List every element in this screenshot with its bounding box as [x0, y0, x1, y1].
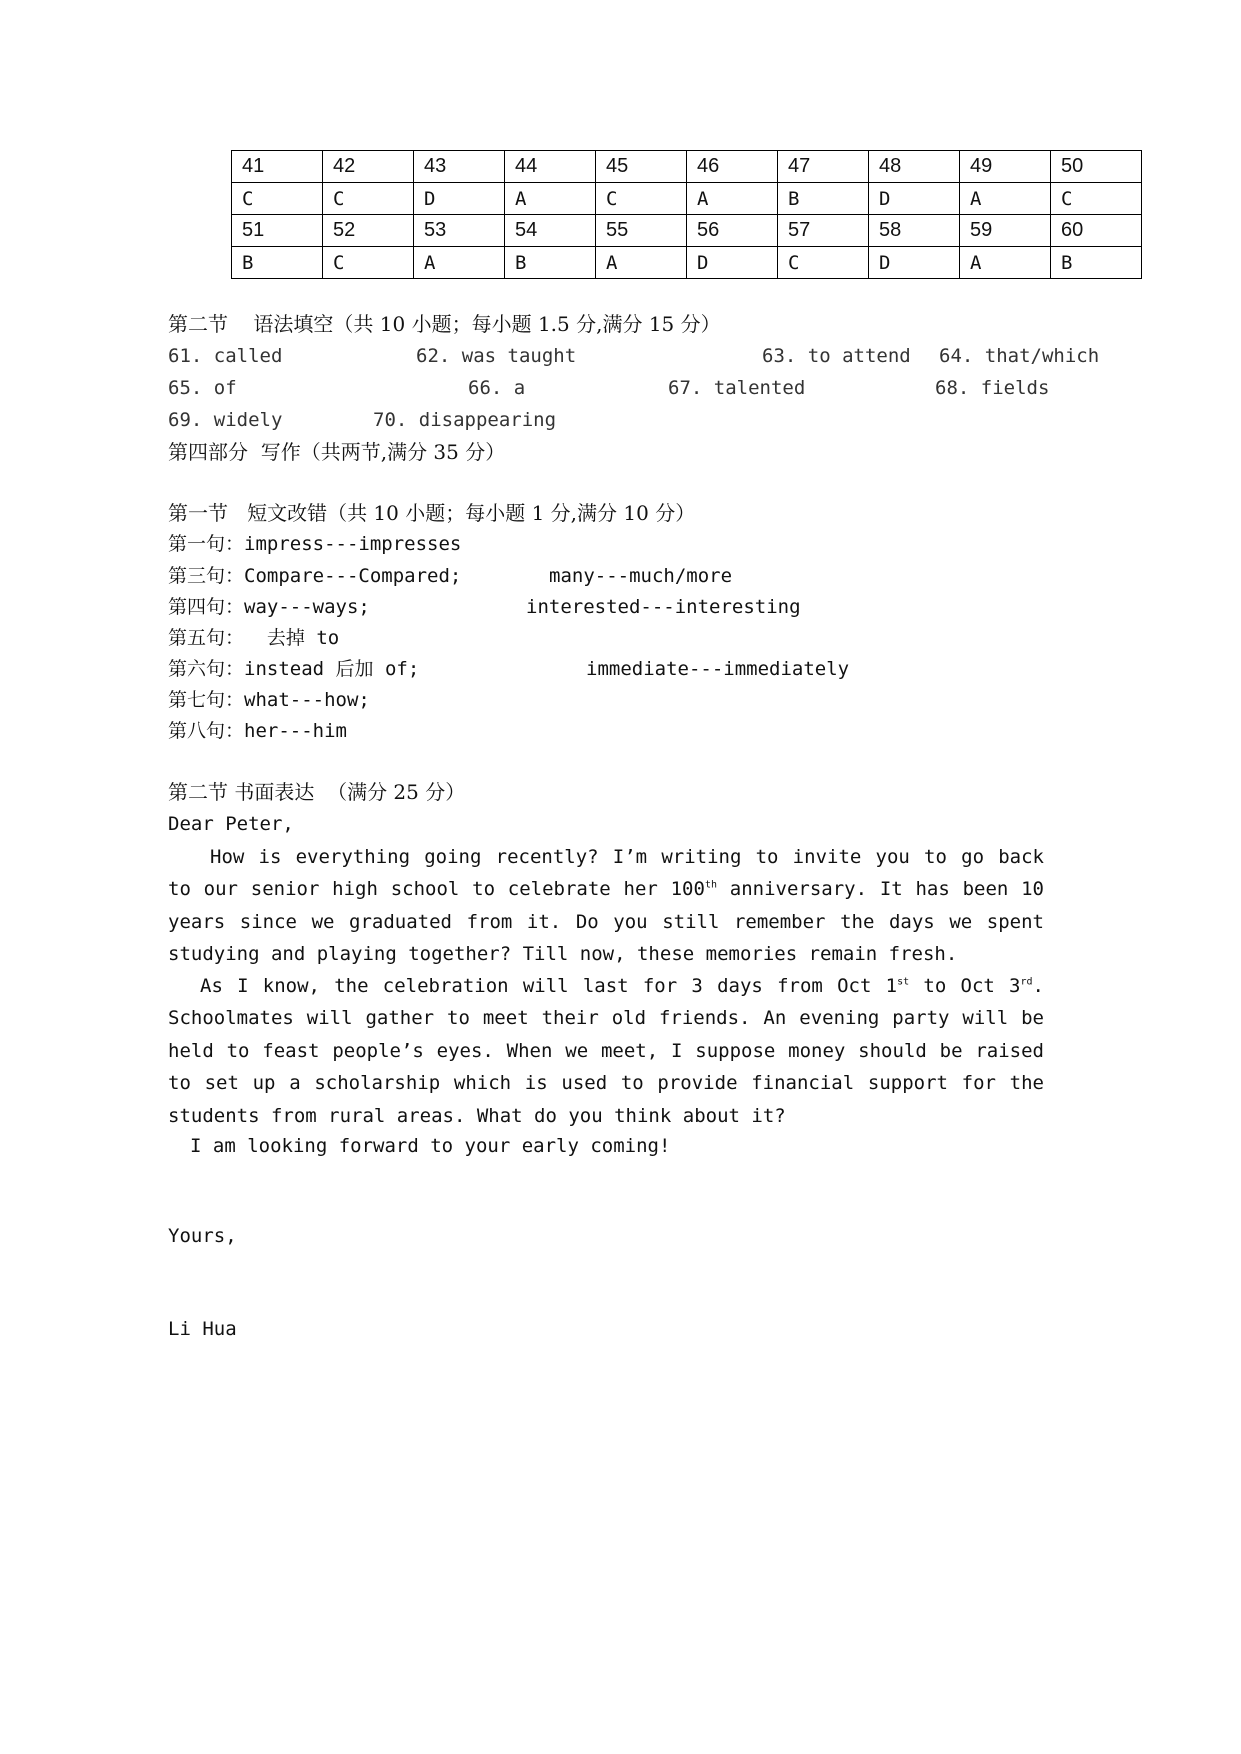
answer-letter-cell: A	[505, 183, 596, 215]
letter-paragraph-1: How is everything going recently? I’m writing to invite you to go back to our senior high school to celebrate her 100th anniversary. It has been 10 years since we graduated from it. Do you still remember the days we spent studying and playing together? Till now, these memories remain fresh.	[168, 846, 1044, 966]
answer-67: 67. talented	[668, 377, 806, 399]
correction-sentence-6-b: immediate---immediately	[586, 658, 850, 680]
answer-letter-cell: B	[505, 247, 596, 279]
table-row	[232, 247, 1142, 279]
question-number-cell: 49	[960, 151, 1051, 183]
question-number-cell: 60	[1051, 215, 1142, 247]
answer-62: 62. was taught	[416, 345, 577, 367]
question-number-cell: 56	[687, 215, 778, 247]
question-number-cell: 53	[414, 215, 505, 247]
correction-sentence-3-b: many---much/more	[549, 565, 733, 587]
answer-61: 61. called	[168, 345, 283, 367]
answer-63: 63. to attend	[762, 345, 911, 367]
question-number-cell: 41	[232, 151, 323, 183]
question-number-cell: 48	[869, 151, 960, 183]
question-number-cell: 58	[869, 215, 960, 247]
answer-letter-cell: C	[778, 247, 869, 279]
part-four-title: 第四部分 写作（共两节,满分 35 分）	[168, 440, 506, 464]
answer-letter-cell: A	[687, 183, 778, 215]
correction-sentence-4: 第四句：way---ways;	[168, 596, 370, 618]
correction-sentence-5: 第五句： 去掉 to	[168, 627, 340, 649]
answer-letter-cell: D	[687, 247, 778, 279]
answer-letter-cell: B	[1051, 247, 1142, 279]
answer-letter-cell: A	[414, 247, 505, 279]
question-number-cell: 51	[232, 215, 323, 247]
answer-key-table	[231, 150, 1142, 279]
question-number-cell: 59	[960, 215, 1051, 247]
answer-68: 68. fields	[935, 377, 1050, 399]
answer-letter-cell: A	[960, 183, 1051, 215]
question-number-cell: 50	[1051, 151, 1142, 183]
correction-sentence-3: 第三句：Compare---Compared;	[168, 565, 462, 587]
table-row	[232, 215, 1142, 247]
writing-section-title: 第二节 书面表达 （满分 25 分）	[168, 780, 466, 804]
correction-sentence-8: 第八句：her---him	[168, 720, 347, 742]
answer-letter-cell: A	[596, 247, 687, 279]
grammar-section-title: 第二节 语法填空（共 10 小题；每小题 1.5 分,满分 15 分）	[168, 312, 721, 336]
answer-64: 64. that/which	[939, 345, 1100, 367]
question-number-cell: 54	[505, 215, 596, 247]
answer-letter-cell: D	[869, 183, 960, 215]
correction-sentence-6: 第六句：instead 后加 of;	[168, 658, 420, 680]
answer-69: 69. widely	[168, 409, 283, 431]
answer-letter-cell: D	[414, 183, 505, 215]
answer-letter-cell: C	[596, 183, 687, 215]
letter-signature: Li Hua	[168, 1318, 237, 1340]
question-number-cell: 55	[596, 215, 687, 247]
answer-letter-cell: B	[232, 247, 323, 279]
answer-70: 70. disappearing	[373, 409, 557, 431]
answer-letter-cell: A	[960, 247, 1051, 279]
question-number-cell: 44	[505, 151, 596, 183]
correction-section-title: 第一节 短文改错（共 10 小题；每小题 1 分,满分 10 分）	[168, 501, 696, 525]
question-number-cell: 43	[414, 151, 505, 183]
answer-letter-cell: C	[323, 183, 414, 215]
question-number-cell: 42	[323, 151, 414, 183]
question-number-cell: 47	[778, 151, 869, 183]
correction-sentence-7: 第七句：what---how;	[168, 689, 370, 711]
answer-letter-cell: C	[323, 247, 414, 279]
answer-65: 65. of	[168, 377, 237, 399]
letter-salutation: Dear Peter,	[168, 813, 294, 835]
correction-sentence-4-b: interested---interesting	[526, 596, 801, 618]
answer-letter-cell: D	[869, 247, 960, 279]
table-row	[232, 151, 1142, 183]
question-number-cell: 52	[323, 215, 414, 247]
letter-closing: Yours,	[168, 1225, 237, 1247]
letter-paragraph-3: I am looking forward to your early coming!	[190, 1135, 671, 1157]
answer-letter-cell: C	[1051, 183, 1142, 215]
letter-paragraph-2: As I know, the celebration will last for 3 days from Oct 1st to Oct 3rd. Schoolmates will gather to meet their old friends. An evening party will be held to feast people’s eyes. When we meet, I suppose money should be raised to set up a scholarship which is used to provide financial support for the students from rural areas. What do you think about it?	[168, 975, 1044, 1127]
question-number-cell: 45	[596, 151, 687, 183]
correction-sentence-1: 第一句：impress---impresses	[168, 533, 462, 555]
answer-letter-cell: C	[232, 183, 323, 215]
question-number-cell: 46	[687, 151, 778, 183]
question-number-cell: 57	[778, 215, 869, 247]
answer-66: 66. a	[468, 377, 526, 399]
answer-letter-cell: B	[778, 183, 869, 215]
table-row	[232, 183, 1142, 215]
